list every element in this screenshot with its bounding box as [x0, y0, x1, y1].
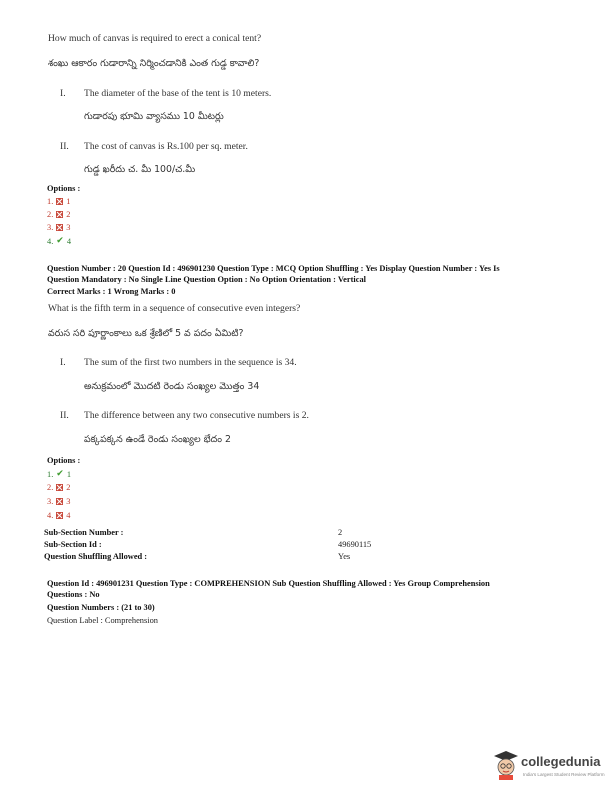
q20-marks: Correct Marks : 1 Wrong Marks : 0 — [47, 287, 176, 296]
q20-statement-1-num: I. — [60, 357, 66, 368]
option-value: 2 — [66, 483, 71, 492]
option-number: 4. — [47, 236, 54, 246]
q20-statement-2-num: II. — [60, 410, 69, 421]
q20-option-2[interactable] — [47, 483, 70, 492]
q19-statement-2-te: గుడ్డ ఖరీదు చ. మీ 100/చ.మీ — [84, 164, 196, 175]
option-value: 1 — [66, 469, 72, 479]
q19-question-en: How much of canvas is required to erect a conical tent? — [48, 33, 262, 44]
q19-statement-1-en: The diameter of the base of the tent is 10 meters. — [84, 88, 272, 99]
option-value: 4 — [66, 511, 71, 520]
q19-option-3[interactable] — [47, 223, 70, 232]
q19-option-4[interactable] — [47, 236, 71, 246]
q20-statement-2-te: పక్కపక్కన ఉండే రెండు సంఖ్యల భేదం 2 — [84, 434, 231, 445]
subsection-id-value: 49690115 — [338, 540, 372, 549]
q19-statement-1-num: I. — [60, 88, 66, 99]
q19-question-te: శంఖు ఆకారం గుడారాన్ని నిర్మించడానికి ఎంత గుడ్డ కావాలి? — [48, 58, 260, 69]
q19-statement-2-en: The cost of canvas is Rs.100 per sq. meter. — [84, 141, 248, 152]
q20-question-te: వరుస సరి పూర్ణాంకాలు ఒక శ్రేణిలో 5 వ పదం ఏమిటి? — [48, 328, 244, 339]
shuffle-allowed-label: Question Shuffling Allowed : — [44, 552, 148, 561]
option-value: 4 — [66, 236, 72, 246]
subsection-number-value: 2 — [338, 528, 343, 537]
correct-check-icon: ✔ — [56, 236, 64, 246]
shuffle-allowed-value: Yes — [338, 552, 351, 561]
wrong-cross-icon — [56, 512, 63, 519]
q20-statement-1-en: The sum of the first two numbers in the sequence is 34. — [84, 357, 297, 368]
option-number: 2. — [47, 210, 54, 219]
q20-meta-line-2: Question Mandatory : No Single Line Question Option : No Option Orientation : Vertical — [47, 275, 366, 284]
q19-statement-1-te: గుడారపు భూమి వ్యాసము 10 మీటర్లు — [84, 111, 224, 122]
subsection-id-label: Sub-Section Id : — [44, 540, 102, 549]
wrong-cross-icon — [56, 498, 63, 505]
q20-option-4[interactable] — [47, 511, 70, 520]
comprehension-question-numbers: Question Numbers : (21 to 30) — [47, 603, 155, 612]
logo-tagline: India's Largest Student Review Platform — [523, 772, 605, 777]
option-value: 3 — [66, 223, 71, 232]
q20-statement-2-en: The difference between any two consecutive numbers is 2. — [84, 410, 309, 421]
comprehension-meta-line-2: Questions : No — [47, 590, 100, 599]
q19-options-label: Options : — [47, 184, 81, 193]
option-value: 2 — [66, 210, 71, 219]
wrong-cross-icon — [56, 198, 63, 205]
q20-question-en: What is the fifth term in a sequence of consecutive even integers? — [48, 303, 301, 314]
option-value: 3 — [66, 497, 71, 506]
comprehension-question-label: Question Label : Comprehension — [47, 616, 158, 625]
q20-statement-1-te: అనుక్రమంలో మొదటి రెండు సంఖ్యల మొత్తం 34 — [84, 381, 260, 392]
comprehension-meta-line-1: Question Id : 496901231 Question Type : COMPREHENSION Sub Question Shuffling Allowed : Yes Group Comprehension — [47, 579, 490, 588]
option-number: 1. — [47, 469, 54, 479]
wrong-cross-icon — [56, 224, 63, 231]
collegedunia-logo — [493, 748, 605, 784]
q20-options-label: Options : — [47, 456, 81, 465]
option-number: 3. — [47, 497, 54, 506]
option-value: 1 — [66, 197, 71, 206]
option-number: 3. — [47, 223, 54, 232]
correct-check-icon: ✔ — [56, 469, 64, 479]
q20-option-3[interactable] — [47, 497, 70, 506]
option-number: 4. — [47, 511, 54, 520]
q20-meta-line-1: Question Number : 20 Question Id : 496901230 Question Type : MCQ Option Shuffling : Yes Display Question Number : Yes Is — [47, 264, 500, 273]
option-number: 2. — [47, 483, 54, 492]
q19-option-2[interactable] — [47, 210, 70, 219]
subsection-number-label: Sub-Section Number : — [44, 528, 124, 537]
q20-option-1[interactable] — [47, 469, 71, 479]
wrong-cross-icon — [56, 484, 63, 491]
q19-option-1[interactable] — [47, 197, 70, 206]
option-number: 1. — [47, 197, 54, 206]
logo-wordmark: collegedunia — [521, 754, 601, 769]
wrong-cross-icon — [56, 211, 63, 218]
graduate-mascot-icon — [493, 750, 519, 780]
q19-statement-2-num: II. — [60, 141, 69, 152]
